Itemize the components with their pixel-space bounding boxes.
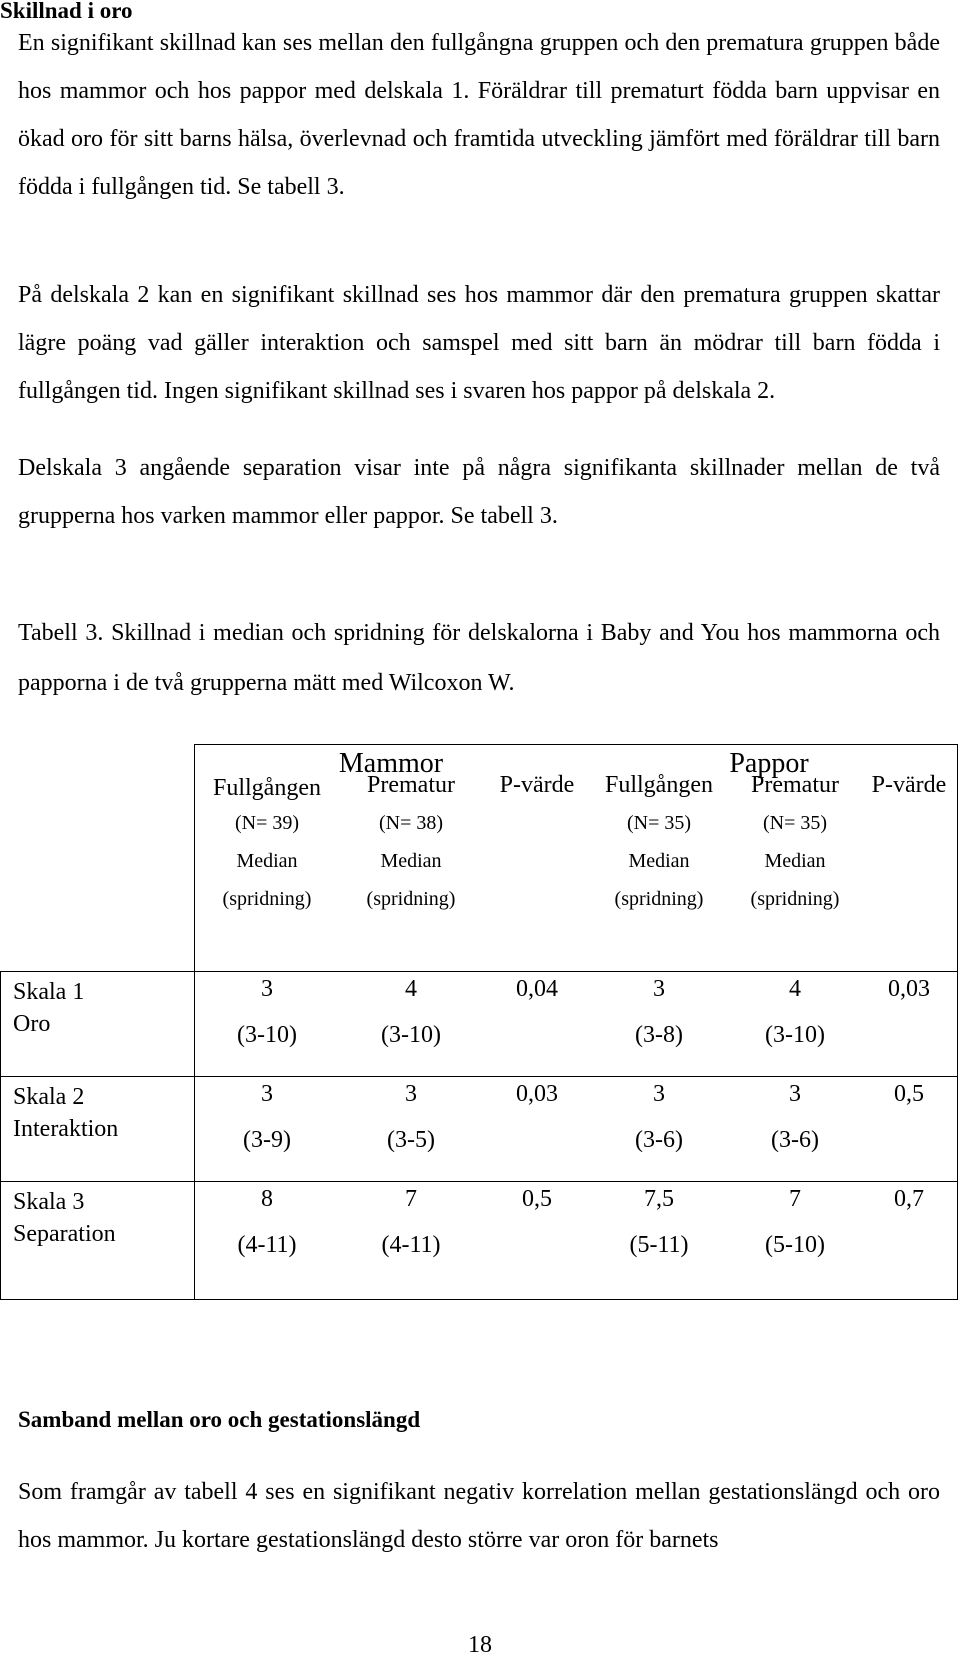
col-spread: (spridning) [366,888,456,910]
cell-p-value: 0,03 [888,976,930,1002]
table-right-border [957,744,958,1300]
col-n: (N= 35) [762,812,828,834]
group-header-pappor: Pappor [729,748,809,779]
section-heading-gestation: Samband mellan oro och gestationslängd [18,1407,421,1432]
cell-median: 7 [789,1186,801,1212]
cell-median: 3 [653,1081,665,1107]
section-heading-oro: Skillnad i oro [0,0,133,23]
table-top-border [194,744,957,745]
cell-range: (5-10) [765,1232,825,1258]
group-header-mammor: Mammor [338,748,444,779]
cell-range: (3-9) [243,1127,291,1153]
table-col-divider [194,744,195,1300]
col-header-prematur: Prematur [751,772,839,798]
cell-p-value: 0,04 [516,976,558,1002]
cell-range: (3-6) [635,1127,683,1153]
col-n: (N= 38) [378,812,444,834]
cell-median: 3 [653,976,665,1002]
cell-p-value: 0,03 [516,1081,558,1107]
col-n: (N= 35) [626,812,692,834]
row-label-skala-1: Skala 1 Oro [13,979,85,1037]
cell-median: 3 [789,1081,801,1107]
page-number: 18 [468,1632,492,1658]
table-row-divider [0,1076,957,1077]
cell-p-value: 0,5 [894,1081,924,1107]
cell-range: (3-5) [387,1127,435,1153]
cell-p-value: 0,5 [522,1186,552,1212]
col-spread: (spridning) [222,888,312,910]
paragraph-3: Delskala 3 angående separation visar inte på några signifikanta skillnader mellan de två grupperna hos varken mammor eller pappor. Se tabell 3. [18,455,940,529]
col-stat: Median [764,850,826,872]
cell-range: (3-10) [237,1022,297,1048]
cell-range: (3-10) [765,1022,825,1048]
table-row-divider [0,971,957,972]
cell-range: (4-11) [237,1232,297,1258]
table-row-divider [0,1181,957,1182]
table-left-border [0,971,1,1300]
cell-range: (4-11) [381,1232,441,1258]
table-caption: Tabell 3. Skillnad i median och spridning för delskalorna i Baby and You hos mammorna och papporna i de två grupperna mätt med Wilcoxon W. [18,620,940,696]
col-spread: (spridning) [614,888,704,910]
table-bottom-border [0,1299,957,1300]
cell-range: (3-6) [771,1127,819,1153]
col-stat: Median [628,850,690,872]
col-header-fullgangen: Fullgången [213,775,321,801]
paragraph-4: Som framgår av tabell 4 ses en signifikant negativ korrelation mellan gestationslängd och oro hos mammor. Ju kortare gestationslängd desto större var oron för barnets [18,1479,940,1553]
cell-range: (3-10) [381,1022,441,1048]
cell-median: 7,5 [644,1186,674,1212]
results-table [0,744,960,1300]
col-stat: Median [236,850,298,872]
cell-median: 3 [405,1081,417,1107]
col-header-prematur: Prematur [367,772,455,798]
row-label-skala-3: Skala 3 Separation [13,1189,116,1247]
col-header-fullgangen: Fullgången [605,772,713,798]
col-header-p-value: P-värde [871,772,947,798]
cell-p-value: 0,7 [894,1186,924,1212]
col-spread: (spridning) [750,888,840,910]
col-stat: Median [380,850,442,872]
cell-range: (3-8) [635,1022,683,1048]
paragraph-2: På delskala 2 kan en signifikant skillnad ses hos mammor där den prematura gruppen skattar lägre poäng vad gäller interaktion och samspel med sitt barn än mödrar till barn födda i fullgången tid. Ingen signifikant skillnad ses i svaren hos pappor på delskala 2. [18,282,940,404]
cell-median: 4 [405,976,417,1002]
cell-range: (5-11) [629,1232,689,1258]
row-label-skala-2: Skala 2 Interaktion [13,1084,119,1142]
cell-median: 7 [405,1186,417,1212]
col-header-p-value: P-värde [499,772,575,798]
cell-median: 8 [261,1186,273,1212]
cell-median: 3 [261,976,273,1002]
paragraph-1: En signifikant skillnad kan ses mellan den fullgångna gruppen och den prematura gruppen både hos mammor och hos pappor med delskala 1. Föräldrar till prematurt födda barn uppvisar en ökad oro för sitt barns hälsa, överlevnad och framtida utveckling jämfört med föräldrar till barn födda i fullgången tid. Se tabell 3. [18,30,940,200]
cell-median: 3 [261,1081,273,1107]
col-n: (N= 39) [234,812,300,834]
cell-median: 4 [789,976,801,1002]
